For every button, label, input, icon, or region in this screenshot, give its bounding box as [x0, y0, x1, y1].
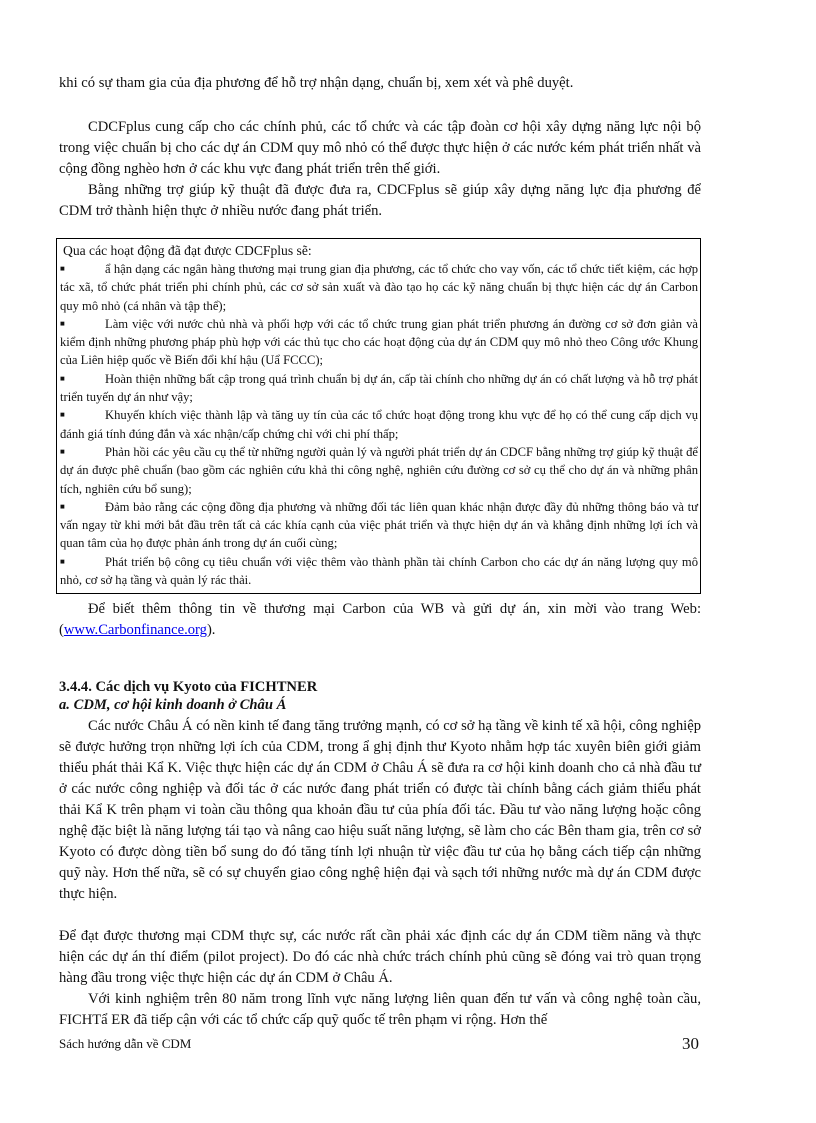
cdcfplus-activities-box: [56, 238, 701, 594]
bullet-square-icon: ■: [60, 556, 65, 566]
section-subheading: a. CDM, cơ hội kinh doanh ở Châu Á: [59, 697, 287, 713]
continuation-paragraph: khi có sự tham gia của địa phương để hỗ trợ nhận dạng, chuẩn bị, xem xét và phê duyệt.: [59, 75, 574, 91]
box-list-item: ■ Đảm bảo rằng các cộng đồng địa phương và những đối tác liên quan khác nhận được đầy đủ những thông báo và tư vấn ngay từ khi mới bắt đầu trên tất cả các khía cạnh của việc phát triển và thực hiện dự án và khẳng định những lợi ích và quan tâm của họ được phản ánh trong dự án cuối cùng;: [60, 499, 698, 551]
box-list-item: ■ Làm việc với nước chủ nhà và phối hợp với các tổ chức trung gian phát triển phương án đường cơ sở đơn giản và kiểm định những phương pháp phù hợp với các thủ tục cho các hoạt động của dự án CDM quy mô nhỏ theo Công ước Khung của Liên hiệp quốc về Biến đổi khí hậu (Uẩ FCCC);: [60, 316, 698, 368]
section-heading: 3.4.4. Các dịch vụ Kyoto của FICHTNER: [59, 679, 318, 695]
bullet-square-icon: ■: [60, 410, 65, 420]
carbonfinance-link[interactable]: www.Carbonfinance.org: [63, 622, 207, 638]
box-title: Qua các hoạt động đã đạt được CDCFplus sẽ:: [63, 243, 312, 258]
more-info-paragraph: Để biết thêm thông tin về thương mại Carbon của WB và gửi dự án, xin mời vào trang Web: (www.Carbonfinance.org).: [59, 601, 701, 638]
cdcfplus-assistance-paragraph: Bằng những trợ giúp kỹ thuật đã được đưa ra, CDCFplus sẽ giúp xây dựng năng lực địa phương để CDM trở thành hiện thực ở nhiều nước đang phát triển.: [59, 182, 701, 219]
page-number: 30: [682, 1034, 699, 1053]
bullet-square-icon: ■: [60, 446, 65, 456]
box-list-item: ■ Hoàn thiện những bất cập trong quá trình chuẩn bị dự án, cấp tài chính cho những dự án có chất lượng và hỗ trợ phát triển tuyến dự án như vậy;: [60, 371, 698, 405]
asia-cdm-paragraph: Các nước Châu Á có nền kinh tế đang tăng trưởng mạnh, có cơ sở hạ tầng về kinh tế xã hội, công nghiệp sẽ được hưởng trọn những lợi ích của CDM, trong ẩ ghị định thư Kyoto nhằm hợp tác xuyên biên giới giảm thiểu phát thải Kẩ K. Việc thực hiện các dự án CDM ở Châu Á sẽ đưa ra cơ hội kinh doanh cho cả nhà đầu tư ở các nước công nghiệp và đối tác ở các nước đang phát triển có được tài chính bằng cách giảm thiểu phát thải Kẩ K trên phạm vi toàn cầu thông qua khoản đầu tư của phía đối tác. Đầu tư vào năng lượng hoặc công nghệ đặc biệt là năng lượng tái tạo và nâng cao hiệu suất năng lượng, sẽ làm cho các Bên tham gia, trên cơ sở Kyoto có được dòng tiền bổ sung do đó tăng tính lợi nhuận từ việc đầu tư của họ bằng cách tiếp cận những quỹ này. Hơn thế nữa, sẽ có sự chuyển giao công nghệ hiện đại và sạch tới những nước mà dự án CDM được thực hiện.: [59, 718, 701, 902]
box-list-item: ■ ẩ hận dạng các ngân hàng thương mại trung gian địa phương, các tổ chức cho vay vốn, các tổ chức tiết kiệm, các hợp tác xã, tổ chức phát triển phi chính phủ, các cơ sở sản xuất và đào tạo họ các kỹ năng chuẩn bị thực hiện các dự án Carbon quy mô nhỏ (cá nhân và tập thể);: [60, 262, 698, 313]
box-list-item: ■ Phát triển bộ công cụ tiêu chuẩn với việc thêm vào thành phần tài chính Carbon cho các dự án năng lượng quy mô nhỏ, cơ sở hạ tầng và quản lý rác thải.: [60, 554, 698, 588]
fichtner-experience-paragraph: Với kinh nghiệm trên 80 năm trong lĩnh vực năng lượng liên quan đến tư vấn và công nghệ toàn cầu, FICHTẩ ER đã tiếp cận với các tổ chức cấp quỹ quốc tế trên phạm vi rộng. Hơn thế: [59, 991, 701, 1028]
footer-title: Sách hướng dẫn về CDM: [59, 1036, 192, 1051]
cdcfplus-intro-paragraph: CDCFplus cung cấp cho các chính phủ, các tổ chức và các tập đoàn cơ hội xây dựng năng lực nội bộ trong việc chuẩn bị cho các dự án CDM quy mô nhỏ có thể được thực hiện ở các nước kém phát triển nhất và cộng đồng nghèo hơn ở các khu vực đang phát triển trên thế giới.: [59, 119, 701, 177]
bullet-square-icon: ■: [60, 501, 65, 511]
cdm-trade-paragraph: Để đạt được thương mại CDM thực sự, các nước rất cần phải xác định các dự án CDM tiềm năng và thực hiện các dự án thí điểm (pilot project). Do đó các nhà chức trách chính phủ cũng sẽ đóng vai trò quan trọng hàng đầu trong việc thực hiện các dự án CDM ở Châu Á.: [59, 928, 701, 986]
box-list-item: ■ Khuyến khích việc thành lập và tăng uy tín của các tổ chức hoạt động trong khu vực để họ có thể cung cấp dịch vụ đánh giá tính đúng đắn và xác nhận/cấp chứng chỉ với chi phí thấp;: [60, 408, 698, 441]
box-list-item: ■ Phản hồi các yêu cầu cụ thể từ những người quản lý và người phát triển dự án CDCF bằng những trợ giúp kỹ thuật để dự án được phê chuẩn (bao gồm các nghiên cứu khả thi công nghệ, nghiên cứu đường cơ sở cụ thể cho dự án và những phân tích, nghiên cứu bổ sung);: [60, 444, 698, 496]
bullet-square-icon: ■: [60, 264, 65, 273]
bullet-square-icon: ■: [60, 318, 65, 328]
bullet-square-icon: ■: [60, 373, 65, 383]
